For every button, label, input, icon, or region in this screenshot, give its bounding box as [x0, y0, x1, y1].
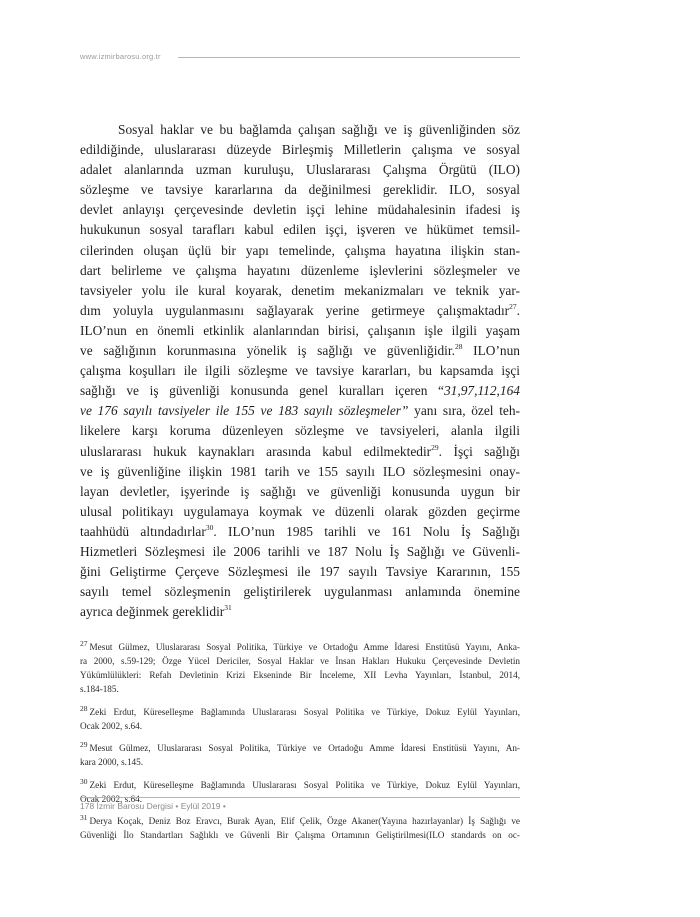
text-segment: dım yoluyla uygulanmasını sağlayarak yerine getirmeye çalışmaktadır [80, 302, 510, 318]
text-line: ulusal politikayı uygulamaya koymak ve düzenli olarak gözden geçirme [80, 503, 520, 519]
footnote-line: s.184-185. [80, 684, 119, 694]
footer-rule [80, 797, 520, 798]
text-segment: ve sağlığının korunmasına yönelik iş sağlığı ve güvenliğidir. [80, 343, 455, 359]
text-line: dım yoluyla uygulanmasını sağlayarak yerine getirmeye çalışmaktadır$^{27}$. [80, 301, 520, 318]
text-line [80, 381, 520, 401]
footnote-ref[interactable]: 30 [205, 522, 214, 532]
footnotes [80, 640, 520, 851]
text-line: ILO’nun en önemli etkinlik alanlarından birisi, çalışanın işle ilgili yaşam [80, 322, 520, 338]
footnote-text: Zeki Erdut, Küreselleşme Bağlamında Uluslararası Sosyal Politika ve Türkiye, Dokuz Eylül Yayınları, [89, 706, 520, 717]
text-line: Sosyal haklar ve bu bağlamda çalışan sağlığı ve iş güvenliğinden söz [118, 122, 520, 137]
text-line: devlet anlayışı çerçevesinde devletin işçi lehine müdahalesinin ifadesi iş [80, 202, 520, 218]
text-line [80, 602, 520, 622]
text-line: adalet alanlarında uzman kuruluşu, Uluslararası Çalışma Örgütü (ILO) [80, 162, 520, 178]
footnote-ref[interactable]: 27 [509, 301, 517, 311]
text-segment: uluslararası hukuk kaynakları arasında kabul edilmektedir [80, 443, 432, 459]
text-segment: ayrıca değinmek gereklidir [80, 604, 225, 620]
text-line [80, 522, 520, 542]
footnote-line: Yükümlülükleri: Refah Devletinin Krizi Ekseninde Bir İnceleme, XII Levha Yayınları, İstanbul, 2014, [80, 670, 520, 680]
footnote-31 [80, 814, 520, 842]
footnote-ref[interactable]: 31 [224, 603, 232, 613]
text-line [80, 341, 520, 361]
footnote-number: 27 [80, 639, 88, 648]
footnote-number: 31 [80, 813, 88, 822]
text-segment: . İşçi sağlığı [438, 443, 521, 459]
text-line [80, 401, 520, 421]
footnote-line [80, 705, 520, 719]
footnote-number: 30 [80, 776, 88, 786]
footnote-line [80, 741, 520, 755]
footnote-line: Ocak 2002, s.64. [80, 793, 143, 804]
footnote-line [80, 640, 520, 654]
page-header [80, 52, 520, 68]
text-line: cilerinden oluşan üçlü bir yapı temelinde, çalışma hayatına ilişkin stan- [80, 242, 520, 258]
text-line: Hizmetleri Sözleşmesi ile 2006 tarihli ve 187 Nolu İş Sağlığı ve Güvenli- [80, 543, 520, 559]
text-line: likelere karşı koruma düzenleyen sözleşme ve tavsiyeleri, alanla ilgili [80, 423, 520, 439]
italic-segment: 31,97,112,164 [443, 383, 520, 399]
footnote-number: 29 [80, 740, 88, 749]
text-line [80, 442, 520, 462]
footnote-text: Mesut Gülmez, Uluslararası Sosyal Politika, Türkiye ve Ortadoğu Amme İdaresi Enstitüsü Yayını, Anka- [89, 642, 520, 652]
text-line: hukukunun sosyal tarafları kabul edilen işçi, işveren ve hükümet temsil- [80, 222, 520, 238]
footnote-28 [80, 705, 520, 733]
body-paragraph [80, 120, 520, 622]
footnote-29 [80, 741, 520, 769]
text-line: sayılı temel sözleşmenin geliştirilerek uygulanması anlamında önemine [80, 584, 520, 600]
italic-segment: ve 176 sayılı tavsiyeler ile 155 ve 183 sayılı sözleşmeler” [80, 403, 409, 419]
footnote-number: 28 [80, 703, 88, 713]
footnote-ref[interactable]: 28 [454, 342, 463, 352]
text-line: edildiğinde, uluslararası düzeyde Birleşmiş Milletlerin çalışma ve sosyal [80, 142, 520, 158]
text-line: tavsiyeler yolu ile kural koyarak, denetim mekanizmaları ve teknik yar- [80, 282, 520, 298]
text-line: ğini Geliştirme Çerçeve Sözleşmesi ile 197 sayılı Tavsiye Kararının, 155 [80, 564, 520, 580]
footnote-line [80, 814, 520, 828]
text-segment: taahhüdü altındadırlar [80, 523, 206, 539]
text-line: ve iş güvenliğine ilişkin 1981 tarih ve 155 sayılı ILO sözleşmesini onay- [80, 463, 520, 479]
text-segment: . ILO’nun 1985 tarihli ve 161 Nolu İş Sağlığı [213, 523, 520, 539]
header-rule [178, 57, 520, 58]
text-line: sözleşme ve tavsiye kararlarına da değinilmesi gereklidir. ILO, sosyal [80, 182, 520, 198]
footnote-27 [80, 640, 520, 696]
text-segment: ILO’nun [462, 343, 520, 359]
footnote-line: ra 2000, s.59-129; Özge Yücel Dericiler, Sosyal Haklar ve İnsan Hakları Hukuku Çerçevesinde Devletin [80, 656, 520, 666]
footnote-text: Mesut Gülmez, Uluslararası Sosyal Politika, Türkiye ve Ortadoğu Amme İdaresi Enstitüsü Yayını, An- [89, 743, 520, 753]
footnote-ref[interactable]: 29 [431, 442, 439, 452]
footnote-line: Güvenliği İlo Standartları Sağlıklı ve Güvenli Bir Çalışma Ortamının Geliştirilmesi(ILO standards on oc- [80, 830, 520, 840]
page-footer: 178 İzmir Barosu Dergisi • Eylül 2019 • [80, 801, 226, 811]
footnote-line: kara 2000, s.145. [80, 757, 144, 767]
text-line: dart belirleme ve çalışma hayatını düzenleme işlevlerini sözleşmeler ve [80, 262, 520, 278]
footnote-text: Zeki Erdut, Küreselleşme Bağlamında Uluslararası Sosyal Politika ve Türkiye, Dokuz Eylül Yayınları, [89, 779, 520, 790]
text-segment: sağlığı ve iş güvenliği konusunda genel kuralları içeren “ [80, 383, 444, 399]
footnote-text: Derya Koçak, Deniz Boz Eravcı, Burak Ayan, Elif Çelik, Özge Akaner(Yayına hazırlayanlar) İş Sağlığı ve [89, 816, 520, 826]
footnote-line: Ocak 2002, s.64. [80, 720, 143, 731]
footnote-line [80, 778, 520, 792]
text-line: layan devletler, işyerinde iş sağlığı ve güvenliği konusunda uygun bir [80, 483, 520, 499]
header-url: www.izmirbarosu.org.tr [80, 52, 161, 61]
text-line: çalışma koşulları ile ilgili sözleşme ve tavsiye kararları, bu kapsamda işçi [80, 363, 520, 379]
text-segment: yanı sıra, özel teh- [408, 403, 521, 419]
